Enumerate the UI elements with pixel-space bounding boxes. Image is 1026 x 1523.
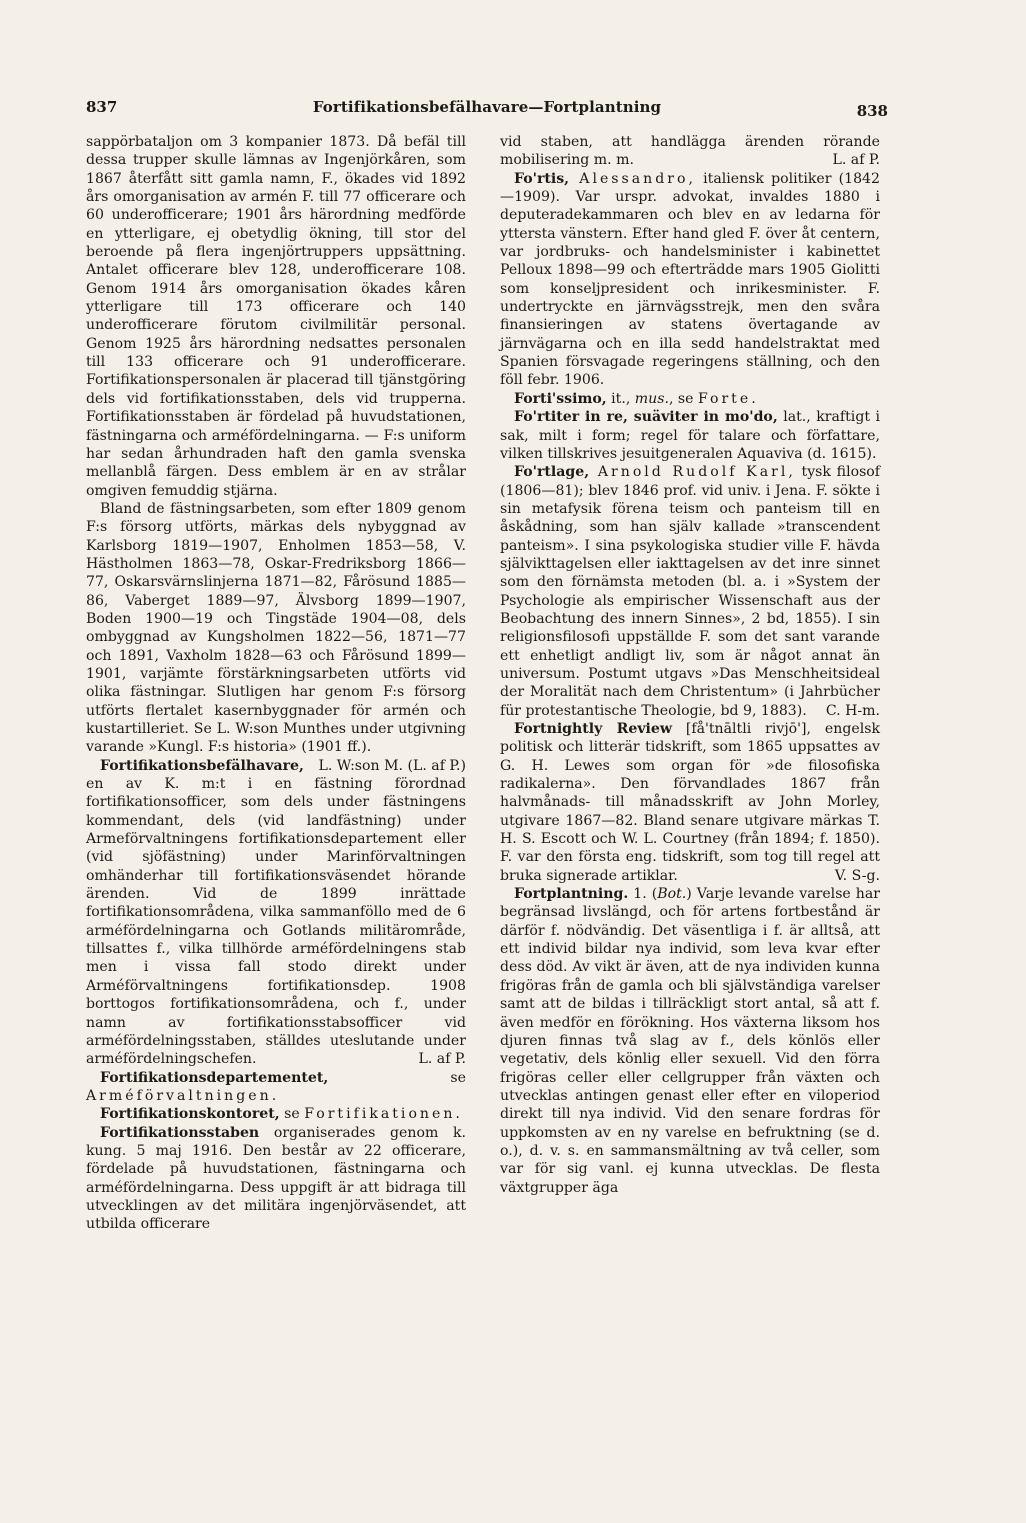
entry-fortifikationsdepartementet: Fortifikationsdepartementet, se Arméförvaltningen. [86, 1069, 466, 1104]
cross-reference: Fortifikationen. [304, 1106, 463, 1123]
person-name: Arnold Rudolf Karl, [589, 464, 796, 481]
right-column [500, 133, 880, 1197]
entry-fortifikationsstaben: Fortifikationsstaben organiserades genom k. kung. 5 maj 1916. Den består av 22 officerare, fördelade på huvudstationen, fästningarna och arméfördelningarna. Dess uppgift är att bidraga till utvecklingen av det militära ingenjörväsendet, att utbilda officerare [86, 1124, 466, 1233]
entry-fortifikationskontoret: Fortifikationskontoret, se Fortifikationen. [100, 1106, 463, 1123]
headword: Fo'rtlage, [514, 464, 590, 481]
person-name: Alessandro, [569, 170, 696, 187]
headword: Fortifikationskontoret, [100, 1106, 280, 1123]
headword: Fortplantning. [514, 886, 629, 903]
headword: Fortifikationsstaben [100, 1124, 260, 1141]
entry-fortissimo: Forti'ssimo, it., mus., se Forte. [514, 390, 759, 407]
entry-fortlage: Fo'rtlage, Arnold Rudolf Karl, tysk filosof (1806—81); blev 1846 prof. vid univ. i Jena. F. sökte i sin metafysik förena teism och panteism till en åskådning, som han själv kallade »transcendent panteism». I sina psykologiska studier ville F. hävda självikttagelsen eller iakttagelsen av det inre sinnet som den förnämsta metoden (bl. a. i »System der Psychologie als empirischer Wissenschaft aus der Beobachtung des innern Sinnes», 2 bd, 1855). I sin religionsfilosofi uppställde F. som det sant varande ett enhetligt andligt liv, som är något annat än universum. Postumt utgavs »Das Menschheitsideal der Moralität nach dem Christentum» (i Jahrbücher für protestantische Theologie, bd 9, 1883). C. H-m. [500, 464, 880, 719]
page-header [86, 98, 888, 124]
paragraph: vid staben, att handlägga ärenden rörande mobilisering m. m. L. af P. [500, 134, 880, 169]
headword: Fo'rtiter in re, suäviter in mo'do, [514, 409, 778, 426]
headword: Fortnightly Review [514, 721, 672, 737]
entry-fortiter: Fo'rtiter in re, suäviter in mo'do, lat., kraftigt i sak, milt i form; regel för talare och författare, vilken tillskrives jesuitgeneralen Aquaviva (d. 1615). [500, 409, 880, 462]
headword: Fortifikationsbefälhavare, [100, 757, 304, 774]
signature: L. af P. [832, 152, 880, 169]
headword: Fortifikationsdepartementet, [100, 1069, 329, 1086]
signature: L. W:son M. (L. af P.) [318, 757, 466, 774]
cross-reference: Arméförvaltningen. [86, 1087, 280, 1104]
cross-reference: Forte. [697, 390, 759, 407]
page-number-right: 838 [856, 102, 888, 120]
entry-fortis: Fo'rtis, Alessandro, italiensk politiker (1842—1909). Var urspr. advokat, invaldes 1880 i deputeradekammaren och blev en av ledarna för yttersta vänstern. Efter hand gled F. över åt centern, var jordbruks- och handelsminister i kabinettet Pelloux 1898—99 och efterträdde mars 1905 Giolitti som konseljpresident och inrikesminister. F. undertryckte en järnvägsstrejk, men den svåra finansieringen av statens övertagande av järnvägarna och en illa sedd handelstraktat med Spanien försvagade regeringens ställning, och den föll febr. 1906. [500, 170, 880, 389]
signature: C. H-m. [825, 702, 880, 719]
page-number-left: 837 [86, 98, 118, 116]
running-title: Fortifikationsbefälhavare—Fortplantning [312, 98, 662, 116]
headword: Fo'rtis, [514, 170, 570, 187]
paragraph: sappörbataljon om 3 kompanier 1873. Då befäl till dessa trupper skulle lämnas av Ingenjörkåren, som 1867 återfått sitt gamla namn, F., ökades vid 1892 års omorganisation av armén F. till 77 officerare och 60 underofficerare; 1901 års härordning medförde en ytterligare, ej obetydlig ökning, till stor del beroende på flera ingenjörtruppers uppsättning. Antalet officerare blev 128, underofficerare 108. Genom 1914 års omorganisation ökades kåren ytterligare till 173 officerare och 140 underofficerare förutom civilmilitär personal. Genom 1925 års härordning nedsattes personalen till 133 officerare och 91 underofficerare. Fortifikationspersonalen är placerad till tjänstgöring dels vid fortifikationsstaben, dels vid trupperna. Fortifikationsstaben är fördelad på huvudstationen, fästningarna och arméfördelningarna. — F:s uniform har sedan århundraden haft den gamla svenska mellanblå färgen. Dess emblem är en av strålar omgiven femuddig stjärna. [86, 134, 466, 499]
paragraph: Bland de fästningsarbeten, som efter 1809 genom F:s försorg utförts, märkas dels nybyggnad av Karlsborg 1819—1907, Enholmen 1853—58, V. Hästholmen 1863—78, Oskar-Fredriksborg 1866—77, Oskarsvärnslinjerna 1871—82, Fårösund 1885—86, Vaberget 1889—97, Älvsborg 1899—1907, Boden 1900—19 och Tingstäde 1904—08, dels ombyggnad av Kungsholmen 1822—56, 1871—77 och 1891, Vaxholm 1828—63 och Fårösund 1899—1901, varjämte förstärkningsarbeten utförts vid olika fästningar. Slutligen har genom F:s försorg utförts flertalet kasernbyggnader för armén och kustartilleriet. Se L. W:son Munthes under utgivning varande »Kungl. F:s historia» (1901 ff.). L. W:son M. (L. af P.) [86, 500, 466, 774]
entry-fortnightly-review: Fortnightly Review [få'tnāltli rivjō'], engelsk politisk och litterär tidskrift, som 1865 uppsattes av G. H. Lewes som organ för »de filosofiska radikalerna». Den förvandlades 1867 från halvmånads- till månadsskrift av John Morley, utgivare 1867—82. Bland senare utgivare märkas T. H. S. Escott och W. L. Courtney (från 1894; f. 1850). F. var den första eng. tidskrift, som tog till regel att bruka signerade artiklar. V. S-g. [500, 721, 880, 884]
left-column [86, 133, 466, 1234]
signature: V. S-g. [834, 867, 880, 884]
entry-fortplantning: Fortplantning. 1. (Bot.) Varje levande varelse har begränsad livslängd, och för artens fortbestånd är därför f. nödvändig. Det väsentliga i f. är alltså, att ett individ bildar nya individ, som leva kvar efter dess död. Av vikt är även, att de nya individen kunna frigöras från de gamla och bli självständiga varelser samt att de bildas i tillräckligt stort antal, så att f. även medför en förökning. Hos växterna liksom hos djuren finnas två slag av f., dels könlös eller vegetativ, dels könlig eller sexuell. Vid den förra frigöras celler eller cellgrupper från växten och utvecklas antingen genast eller efter en viloperiod direkt till nya individ. Vid den senare fordras för uppkomsten av en ny varelse en befruktning (se d. o.), d. v. s. en sammansmältning av två celler, som var för sig vanl. ej kunna utvecklas. De flesta växtgrupper äga [500, 886, 881, 1196]
entry-fortifikationsbefalhavare: Fortifikationsbefälhavare, en av K. m:t i en fästning förordnad fortifikationsofficer, som dels under fästningens kommendant, dels (vid landfästning) under Armeförvaltningens fortifikationsdepartement eller (vid sjöfästning) under Marinförvaltningen omhänderhar till fortifikationsväsendet hörande ärenden. Vid de 1899 inrättade fortifikationsområdena, vilka sammanföllo med de 6 arméfördelningarna och Gotlands militärområde, tillsattes f., vilka tillhörde arméfördelningens stab men i vissa fall stodo direkt under Arméförvaltningens fortifikationsdep. 1908 borttogos fortifikationsområdena, och f., under namn av fortifikationsstabsofficer vid arméfördelningsstaben, ställdes uteslutande under arméfördelningschefen. L. af P. [86, 757, 466, 1068]
headword: Forti'ssimo, [514, 390, 607, 407]
signature: L. af P. [418, 1051, 466, 1068]
